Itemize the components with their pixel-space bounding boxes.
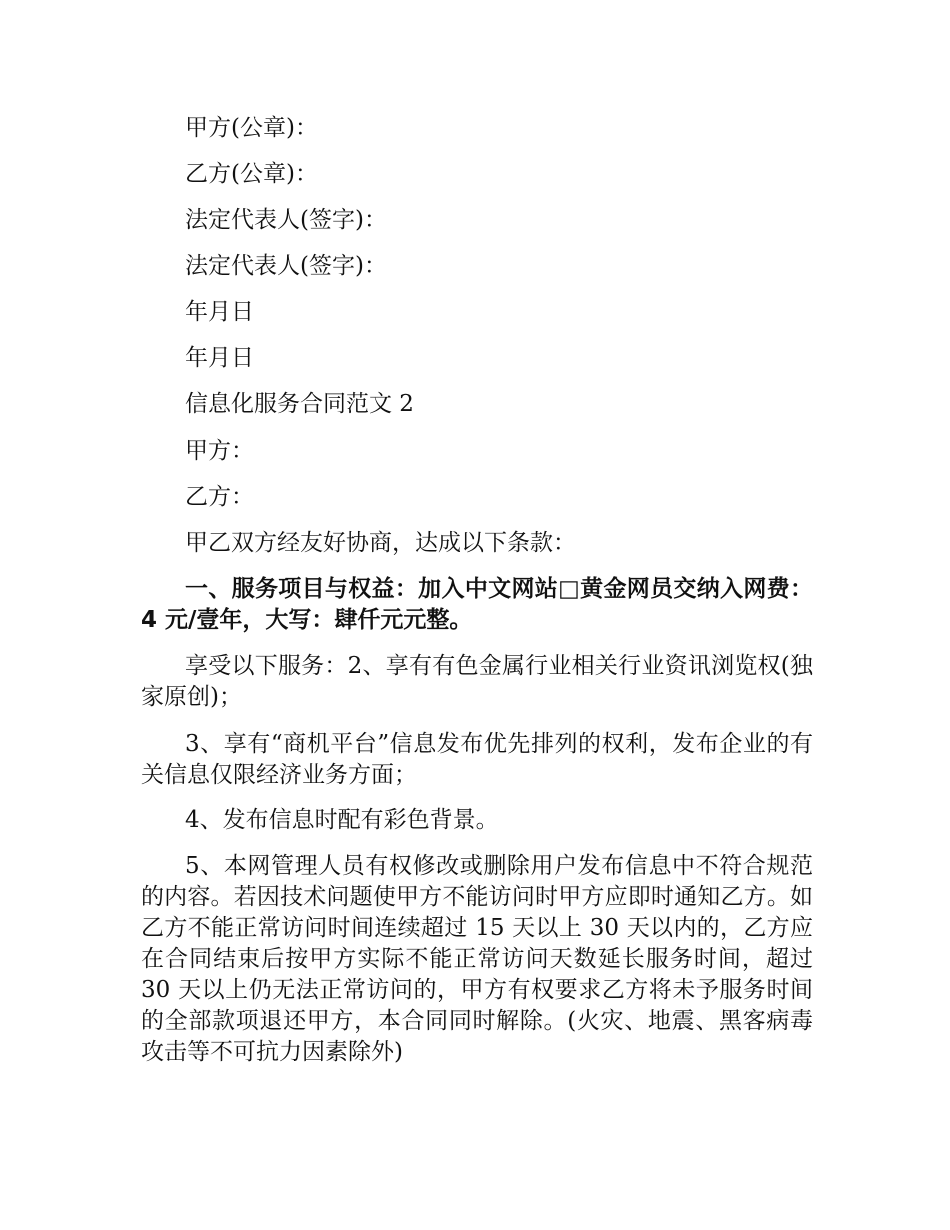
service-item-5: 5、本网管理人员有权修改或删除用户发布信息中不符合规范的内容。若因技术问题使甲方不能访问时甲方应即时通知乙方。如乙方不能正常访问时间连续超过 15 天以上 30 天以内的，乙方应在合同结束后按甲方实际不能正常访问天数延长服务时间，超过 30 天以上仍无法正常访问的，甲方有权要求乙方将未予服务时间的全部款项退还甲方，本合同同时解除。(火灾、地震、黑客病毒攻击等不可抗力因素除外) — [141, 853, 813, 1065]
service-item-4: 4、发布信息时配有彩色背景。 — [185, 807, 499, 833]
service-item-3: 3、享有“商机平台”信息发布优先排列的权利，发布企业的有关信息仅限经济业务方面； — [141, 731, 813, 788]
preamble-line: 甲乙双方经友好协商，达成以下条款： — [185, 530, 576, 556]
contract-title: 信息化服务合同范文 2 — [185, 391, 414, 417]
party-b-line: 乙方： — [185, 484, 254, 510]
party-a-line: 甲方： — [185, 438, 254, 464]
party-a-seal-line: 甲方(公章)： — [185, 115, 318, 141]
party-b-seal-line: 乙方(公章)： — [185, 161, 318, 187]
legal-rep-a-line: 法定代表人(签字)： — [185, 207, 387, 233]
clause-1-heading: 一、服务项目与权益：加入中文网站□黄金网员交纳入网费：4 元/壹年，大写：肆仟元元整。 — [141, 576, 813, 633]
date-a-line: 年月日 — [185, 299, 254, 325]
legal-rep-b-line: 法定代表人(签字)： — [185, 253, 387, 279]
service-item-2: 享受以下服务：2、享有有色金属行业相关行业资讯浏览权(独家原创)； — [141, 653, 813, 710]
date-b-line: 年月日 — [185, 345, 254, 371]
